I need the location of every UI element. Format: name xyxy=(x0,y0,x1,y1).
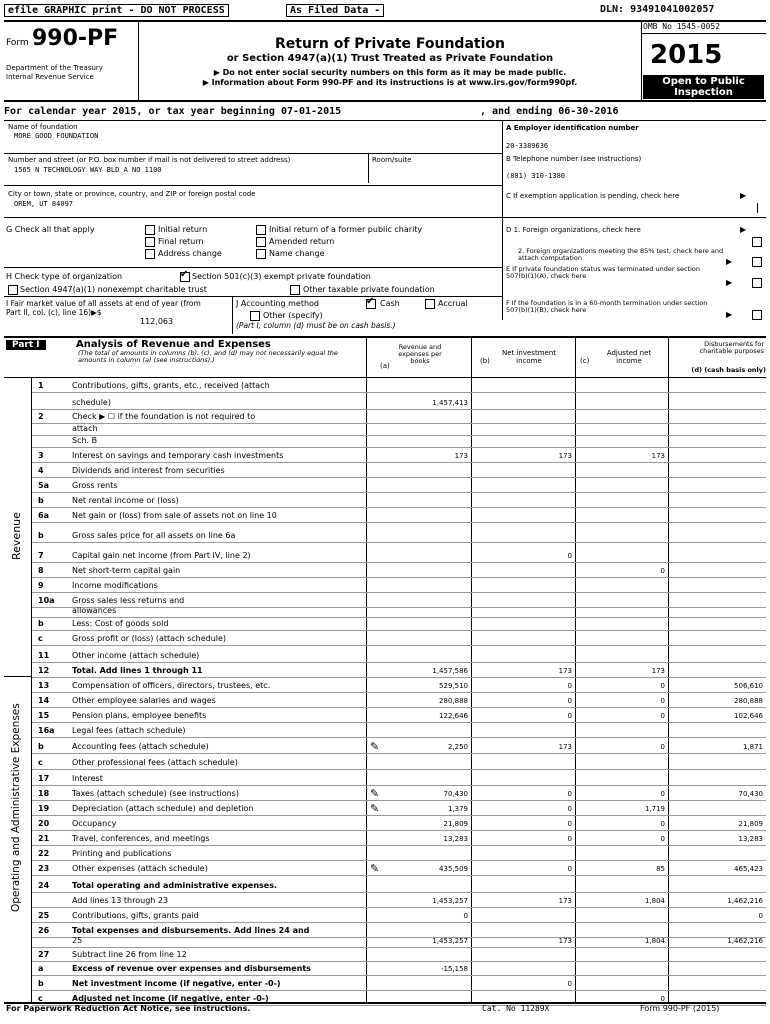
line-number: 7 xyxy=(38,551,44,560)
col-b-value[interactable]: 0 xyxy=(567,712,572,720)
f-label: F If the foundation is in a 60-month termination under section 507(b)(1)(B), check here xyxy=(506,299,708,314)
row-divider xyxy=(32,769,766,770)
line-description: Less: Cost of goods sold xyxy=(72,619,169,628)
row-divider xyxy=(32,462,766,463)
row-divider xyxy=(32,677,766,678)
line-description: Accounting fees (attach schedule) xyxy=(72,742,209,751)
line-number: 4 xyxy=(38,466,44,475)
line-number: 12 xyxy=(38,666,50,675)
line-description: Total. Add lines 1 through 11 xyxy=(72,666,203,675)
final-return-label: Final return xyxy=(158,237,204,246)
form-word: Form xyxy=(6,38,29,48)
line-description: Capital gain net income (from Part IV, line 2) xyxy=(72,551,251,560)
street-label: Number and street (or P.O. box number if mail is not delivered to street address) xyxy=(8,156,291,164)
ein-value[interactable]: 20-3389636 xyxy=(506,142,549,150)
row-divider xyxy=(32,860,766,861)
line-description: Subtract line 26 from line 12 xyxy=(72,950,187,959)
col-d-tag: (d) (cash basis only) xyxy=(691,366,766,374)
col-a-value[interactable]: 70,430 xyxy=(443,790,468,798)
row-divider xyxy=(32,815,766,816)
col-d-value[interactable]: 1,462,216 xyxy=(727,897,763,905)
col-b-value[interactable]: 0 xyxy=(567,980,572,988)
line-description: 25 xyxy=(72,936,83,945)
col-b-value[interactable]: 173 xyxy=(558,667,572,675)
row-divider xyxy=(32,737,766,738)
line-description: Sch. B xyxy=(72,436,98,445)
c-arrow-icon: ▶ xyxy=(740,191,747,200)
d1-label: D 1. Foreign organizations, check here xyxy=(506,226,641,234)
initial-return-label: Initial return xyxy=(158,225,208,234)
d2-arrow-icon: ▶ xyxy=(726,257,733,266)
omb-number: OMB No 1545-0052 xyxy=(643,22,721,31)
col-a-value[interactable]: 1,379 xyxy=(447,805,468,813)
g-label: G Check all that apply xyxy=(6,225,95,234)
col-a-header: Revenue and expenses per books xyxy=(398,343,442,365)
phone-label: B Telephone number (see instructions) xyxy=(506,155,642,163)
line-number: 13 xyxy=(38,681,50,690)
line-description: Add lines 13 through 23 xyxy=(72,896,169,905)
col-b-value[interactable]: 0 xyxy=(567,865,572,873)
row-divider xyxy=(32,800,766,801)
d1-checkbox[interactable] xyxy=(752,237,762,247)
col-c-value[interactable]: 0 xyxy=(660,712,665,720)
attachment-icon[interactable]: ✎ xyxy=(370,862,380,875)
col-d-value[interactable]: 21,809 xyxy=(738,820,763,828)
line-number: c xyxy=(38,994,43,1003)
col-c-tag: (c) xyxy=(580,357,590,365)
line-description: attach xyxy=(72,424,98,433)
line-number: 18 xyxy=(38,789,50,798)
col-b-value[interactable]: 0 xyxy=(567,820,572,828)
line-description: Other professional fees (attach schedule) xyxy=(72,758,238,767)
c-label: C If exemption application is pending, check here xyxy=(506,192,680,200)
row-divider xyxy=(32,409,766,410)
h-other-label: Other taxable private foundation xyxy=(303,285,435,294)
col-c-value[interactable]: 85 xyxy=(656,865,665,873)
line-description: Compensation of officers, directors, trustees, etc. xyxy=(72,681,271,690)
line-number: 25 xyxy=(38,911,50,920)
col-a-value[interactable]: -15,158 xyxy=(440,965,468,973)
form-number: 990-PF xyxy=(32,26,119,51)
col-a-value[interactable]: 1,457,413 xyxy=(432,399,468,407)
col-d-value[interactable]: 280,888 xyxy=(734,697,763,705)
row-divider xyxy=(32,435,766,436)
col-a-value[interactable]: 529,510 xyxy=(439,682,468,690)
amended-return-label: Amended return xyxy=(269,237,335,246)
line-description: Gross profit or (loss) (attach schedule) xyxy=(72,634,227,643)
line-description: Interest on savings and temporary cash investments xyxy=(72,451,284,460)
row-divider xyxy=(32,961,766,962)
line-number: 22 xyxy=(38,849,50,858)
col-a-value[interactable]: 1,457,586 xyxy=(432,667,468,675)
row-divider xyxy=(32,892,766,893)
col-c-value[interactable]: 0 xyxy=(660,790,665,798)
col-c-value[interactable]: 0 xyxy=(660,567,665,575)
line-number: b xyxy=(38,531,44,540)
col-c-value[interactable]: 0 xyxy=(660,835,665,843)
line-number: 23 xyxy=(38,864,50,873)
col-d-value[interactable]: 1,871 xyxy=(742,743,763,751)
part1-title: Analysis of Revenue and Expenses xyxy=(76,339,271,350)
col-c-value[interactable]: 0 xyxy=(660,820,665,828)
line-number: 2 xyxy=(38,412,44,421)
col-b-header: Net investment income xyxy=(501,349,557,365)
initial-former-checkbox[interactable] xyxy=(256,225,266,235)
col-b-value[interactable]: 0 xyxy=(567,697,572,705)
attachment-icon[interactable]: ✎ xyxy=(370,802,380,815)
form-subtitle: or Section 4947(a)(1) Trust Treated as Private Foundation xyxy=(226,53,554,64)
col-d-value[interactable]: 70,430 xyxy=(738,790,763,798)
h-label: H Check type of organization xyxy=(6,272,123,281)
e-label: E If private foundation status was terminated under section 507(b)(1)(A), check here xyxy=(506,265,701,280)
instruction-2: ▶ Information about Form 990-PF and its instructions is at www.irs.gov/form990pf. xyxy=(202,78,578,87)
f-arrow-icon: ▶ xyxy=(726,310,733,319)
line-number: 6a xyxy=(38,511,49,520)
row-divider xyxy=(32,707,766,708)
foundation-name[interactable]: MORE GOOD FOUNDATION xyxy=(14,132,99,140)
other-method-label: Other (specify) xyxy=(263,311,323,320)
final-return-checkbox[interactable] xyxy=(145,237,155,247)
initial-former-label: Initial return of a former public charity xyxy=(269,225,423,234)
city-value[interactable]: OREM, UT 84097 xyxy=(14,200,74,208)
col-b-value[interactable]: 173 xyxy=(558,452,572,460)
row-divider xyxy=(32,692,766,693)
col-c-value[interactable]: 173 xyxy=(651,452,665,460)
calendar-year: For calendar year 2015, or tax year beginning 07-01-2015 xyxy=(4,106,342,117)
col-b-value[interactable]: 0 xyxy=(567,682,572,690)
line-description: Net investment income (if negative, enter -0-) xyxy=(72,979,281,988)
row-divider xyxy=(32,617,766,618)
attachment-icon[interactable]: ✎ xyxy=(370,740,380,753)
col-b-value[interactable]: 173 xyxy=(558,897,572,905)
line-description: Gross rents xyxy=(72,481,118,490)
expenses-side-label: Operating and Administrative Expenses xyxy=(10,703,22,912)
h-4947-label: Section 4947(a)(1) nonexempt charitable trust xyxy=(20,285,207,294)
line-description: Total operating and administrative expenses. xyxy=(72,881,277,890)
line-number: c xyxy=(38,758,43,767)
row-divider xyxy=(32,975,766,976)
col-a-value[interactable]: 2,250 xyxy=(447,743,468,751)
line-number: b xyxy=(38,742,44,751)
h-4947-checkbox[interactable] xyxy=(8,285,18,295)
col-d-value[interactable]: 1,462,216 xyxy=(727,937,763,945)
line-number: 27 xyxy=(38,950,50,959)
line-description: schedule) xyxy=(72,398,111,407)
row-divider xyxy=(32,522,766,523)
line-description: Travel, conferences, and meetings xyxy=(72,834,210,843)
line-number: b xyxy=(38,979,44,988)
row-divider xyxy=(32,845,766,846)
line-description: Occupancy xyxy=(72,819,117,828)
row-divider xyxy=(32,907,766,908)
address-change-label: Address change xyxy=(158,249,222,258)
f-checkbox[interactable] xyxy=(752,310,762,320)
col-a-value[interactable]: 435,509 xyxy=(439,865,468,873)
line-number: 8 xyxy=(38,566,44,575)
amended-return-checkbox[interactable] xyxy=(256,237,266,247)
col-b-value[interactable]: 173 xyxy=(558,743,572,751)
line-number: 19 xyxy=(38,804,50,813)
col-b-value[interactable]: 0 xyxy=(567,790,572,798)
calendar-ending: , and ending 06-30-2016 xyxy=(480,106,619,117)
row-divider xyxy=(32,990,766,991)
col-d-value[interactable]: 13,283 xyxy=(738,835,763,843)
line-number: 26 xyxy=(38,926,50,935)
i-value[interactable]: 112,063 xyxy=(140,317,174,326)
col-a-value[interactable]: 21,809 xyxy=(443,820,468,828)
col-b-value[interactable]: 0 xyxy=(567,552,572,560)
filed-label: As Filed Data - xyxy=(286,4,384,17)
row-divider xyxy=(32,392,766,393)
row-divider xyxy=(32,785,766,786)
line-number: 14 xyxy=(38,696,50,705)
line-number: 10a xyxy=(38,596,55,605)
line-description: allowances xyxy=(72,606,117,615)
d1-arrow-icon: ▶ xyxy=(740,225,747,234)
accrual-checkbox[interactable] xyxy=(425,299,435,309)
j-note: (Part I, column (d) must be on cash basis.) xyxy=(236,321,396,330)
other-method-checkbox[interactable] xyxy=(250,311,260,321)
row-divider xyxy=(32,423,766,424)
row-divider xyxy=(32,875,766,876)
e-checkbox[interactable] xyxy=(752,278,762,288)
col-d-value[interactable]: 0 xyxy=(758,912,763,920)
line-description: Taxes (attach schedule) (see instructions) xyxy=(72,789,239,798)
e-arrow-icon: ▶ xyxy=(726,278,733,287)
line-description: Gross sales price for all assets on line 6a xyxy=(72,531,236,540)
line-description: Legal fees (attach schedule) xyxy=(72,726,186,735)
row-divider xyxy=(32,922,766,923)
line-number: 24 xyxy=(38,881,50,890)
dln: DLN: 93491041002057 xyxy=(600,4,715,15)
row-divider xyxy=(32,947,766,948)
col-c-value[interactable]: 1,719 xyxy=(644,805,665,813)
phone-value[interactable]: (801) 310-1380 xyxy=(506,172,566,180)
cash-check-icon: ✔ xyxy=(366,296,375,307)
col-c-value[interactable]: 1,804 xyxy=(644,937,665,945)
col-c-value[interactable]: 0 xyxy=(660,682,665,690)
j-label: J Accounting method xyxy=(236,299,320,308)
footer-cat: Cat. No 11289X xyxy=(482,1004,550,1013)
col-c-value[interactable]: 0 xyxy=(660,743,665,751)
row-divider xyxy=(32,830,766,831)
row-divider xyxy=(32,607,766,608)
col-a-value[interactable]: 1,453,257 xyxy=(432,937,468,945)
row-divider xyxy=(32,492,766,493)
line-number: 20 xyxy=(38,819,50,828)
col-a-value[interactable]: 122,646 xyxy=(439,712,468,720)
line-number: b xyxy=(38,619,44,628)
col-a-value[interactable]: 1,453,257 xyxy=(432,897,468,905)
col-a-value[interactable]: 173 xyxy=(454,452,468,460)
line-description: Printing and publications xyxy=(72,849,172,858)
col-b-value[interactable]: 0 xyxy=(567,805,572,813)
i-label: I Fair market value of all assets at end of year (from Part II, col. (c), line 16)▶$ xyxy=(6,299,201,317)
cash-label: Cash xyxy=(380,299,400,308)
line-description: Net short-term capital gain xyxy=(72,566,181,575)
accrual-label: Accrual xyxy=(438,299,468,308)
col-d-value[interactable]: 465,423 xyxy=(734,865,763,873)
tax-year: 2015 xyxy=(650,40,723,70)
line-description: Excess of revenue over expenses and disbursements xyxy=(72,964,311,973)
row-divider xyxy=(32,645,766,646)
line-description: Other income (attach schedule) xyxy=(72,651,200,660)
d2-checkbox[interactable] xyxy=(752,257,762,267)
line-description: Income modifications xyxy=(72,581,158,590)
line-description: Pension plans, employee benefits xyxy=(72,711,207,720)
footer-form: Form 990-PF (2015) xyxy=(640,1004,720,1013)
line-description: Contributions, gifts, grants, etc., received (attach xyxy=(72,381,270,390)
row-divider xyxy=(32,753,766,754)
check-mark-icon: ✔ xyxy=(180,269,189,280)
line-number: 9 xyxy=(38,581,44,590)
line-number: c xyxy=(38,634,43,643)
row-divider xyxy=(32,577,766,578)
line-number: 16a xyxy=(38,726,55,735)
line-number: b xyxy=(38,496,44,505)
name-change-label: Name change xyxy=(269,249,325,258)
col-c-header: Adjusted net income xyxy=(606,349,652,365)
col-b-tag: (b) xyxy=(480,357,490,365)
footer-left: For Paperwork Reduction Act Notice, see instructions. xyxy=(6,1004,251,1013)
col-c-value[interactable]: 173 xyxy=(651,667,665,675)
part1-tag: Part I xyxy=(6,340,46,350)
name-label: Name of foundation xyxy=(8,123,78,131)
room-label: Room/suite xyxy=(372,156,412,164)
col-c-value[interactable]: 1,804 xyxy=(644,897,665,905)
row-divider xyxy=(32,592,766,593)
line-description: Other employee salaries and wages xyxy=(72,696,216,705)
col-a-value[interactable]: 0 xyxy=(463,912,468,920)
col-c-value[interactable]: 0 xyxy=(660,995,665,1003)
line-description: Net gain or (loss) from sale of assets not on line 10 xyxy=(72,511,277,520)
line-number: 15 xyxy=(38,711,50,720)
ein-label: A Employer identification number xyxy=(506,124,639,132)
row-divider xyxy=(32,662,766,663)
line-description: Total expenses and disbursements. Add lines 24 and xyxy=(72,926,310,935)
d2-label: 2. Foreign organizations meeting the 85% test, check here and attach computation xyxy=(518,247,724,262)
line-description: Check ▶ ☐ if the foundation is not required to xyxy=(72,412,256,421)
efile-label: efile GRAPHIC print - DO NOT PROCESS xyxy=(4,4,229,17)
col-d-value[interactable]: 102,646 xyxy=(734,712,763,720)
line-number: a xyxy=(38,964,44,973)
line-description: Gross sales less returns and xyxy=(72,596,185,605)
city-label: City or town, state or province, country, and ZIP or foreign postal code xyxy=(8,190,256,198)
line-description: Interest xyxy=(72,774,103,783)
col-c-value[interactable]: 0 xyxy=(660,697,665,705)
row-divider xyxy=(32,630,766,631)
line-description: Dividends and interest from securities xyxy=(72,466,225,475)
open-to-public: Open to Public Inspection xyxy=(643,75,764,99)
h-501c3-label: Section 501(c)(3) exempt private foundation xyxy=(192,272,371,281)
line-number: 17 xyxy=(38,774,50,783)
col-d-value[interactable]: 506,610 xyxy=(734,682,763,690)
h-other-checkbox[interactable] xyxy=(290,285,300,295)
line-description: Depreciation (attach schedule) and depletion xyxy=(72,804,254,813)
line-description: Other expenses (attach schedule) xyxy=(72,864,208,873)
line-number: 3 xyxy=(38,451,44,460)
line-description: Net rental income or (loss) xyxy=(72,496,179,505)
line-description: Adjusted net income (if negative, enter -0-) xyxy=(72,994,269,1003)
revenue-side-label: Revenue xyxy=(10,512,23,560)
line-number: 11 xyxy=(38,651,50,660)
line-number: 1 xyxy=(38,381,44,390)
col-b-value[interactable]: 0 xyxy=(567,835,572,843)
col-d-header: Disbursements for charitable purposes xyxy=(699,340,764,355)
line-number: 21 xyxy=(38,834,50,843)
row-divider xyxy=(32,722,766,723)
row-divider xyxy=(32,507,766,508)
col-a-value[interactable]: 280,888 xyxy=(439,697,468,705)
attachment-icon[interactable]: ✎ xyxy=(370,787,380,800)
initial-return-checkbox[interactable] xyxy=(145,225,155,235)
line-description: Contributions, gifts, grants paid xyxy=(72,911,199,920)
address-change-checkbox[interactable] xyxy=(145,249,155,259)
col-b-value[interactable]: 173 xyxy=(558,937,572,945)
row-divider xyxy=(32,542,766,543)
line-number: 5a xyxy=(38,481,49,490)
col-a-value[interactable]: 13,283 xyxy=(443,835,468,843)
row-divider xyxy=(32,562,766,563)
department: Department of the Treasury Internal Revenue Service xyxy=(6,64,103,81)
row-divider xyxy=(32,447,766,448)
street-value[interactable]: 1565 N TECHNOLOGY WAY BLD A NO 1100 xyxy=(14,166,162,174)
col-a-tag: (a) xyxy=(380,362,390,370)
part1-desc: (The total of amounts in columns (b), (c), and (d) may not necessarily equal the amounts in column (a) (see instructions).) xyxy=(78,349,338,364)
instruction-1: ▶ Do not enter social security numbers on this form as it may be made public. xyxy=(213,68,567,77)
row-divider xyxy=(32,477,766,478)
form-title: Return of Private Foundation xyxy=(275,36,505,52)
name-change-checkbox[interactable] xyxy=(256,249,266,259)
